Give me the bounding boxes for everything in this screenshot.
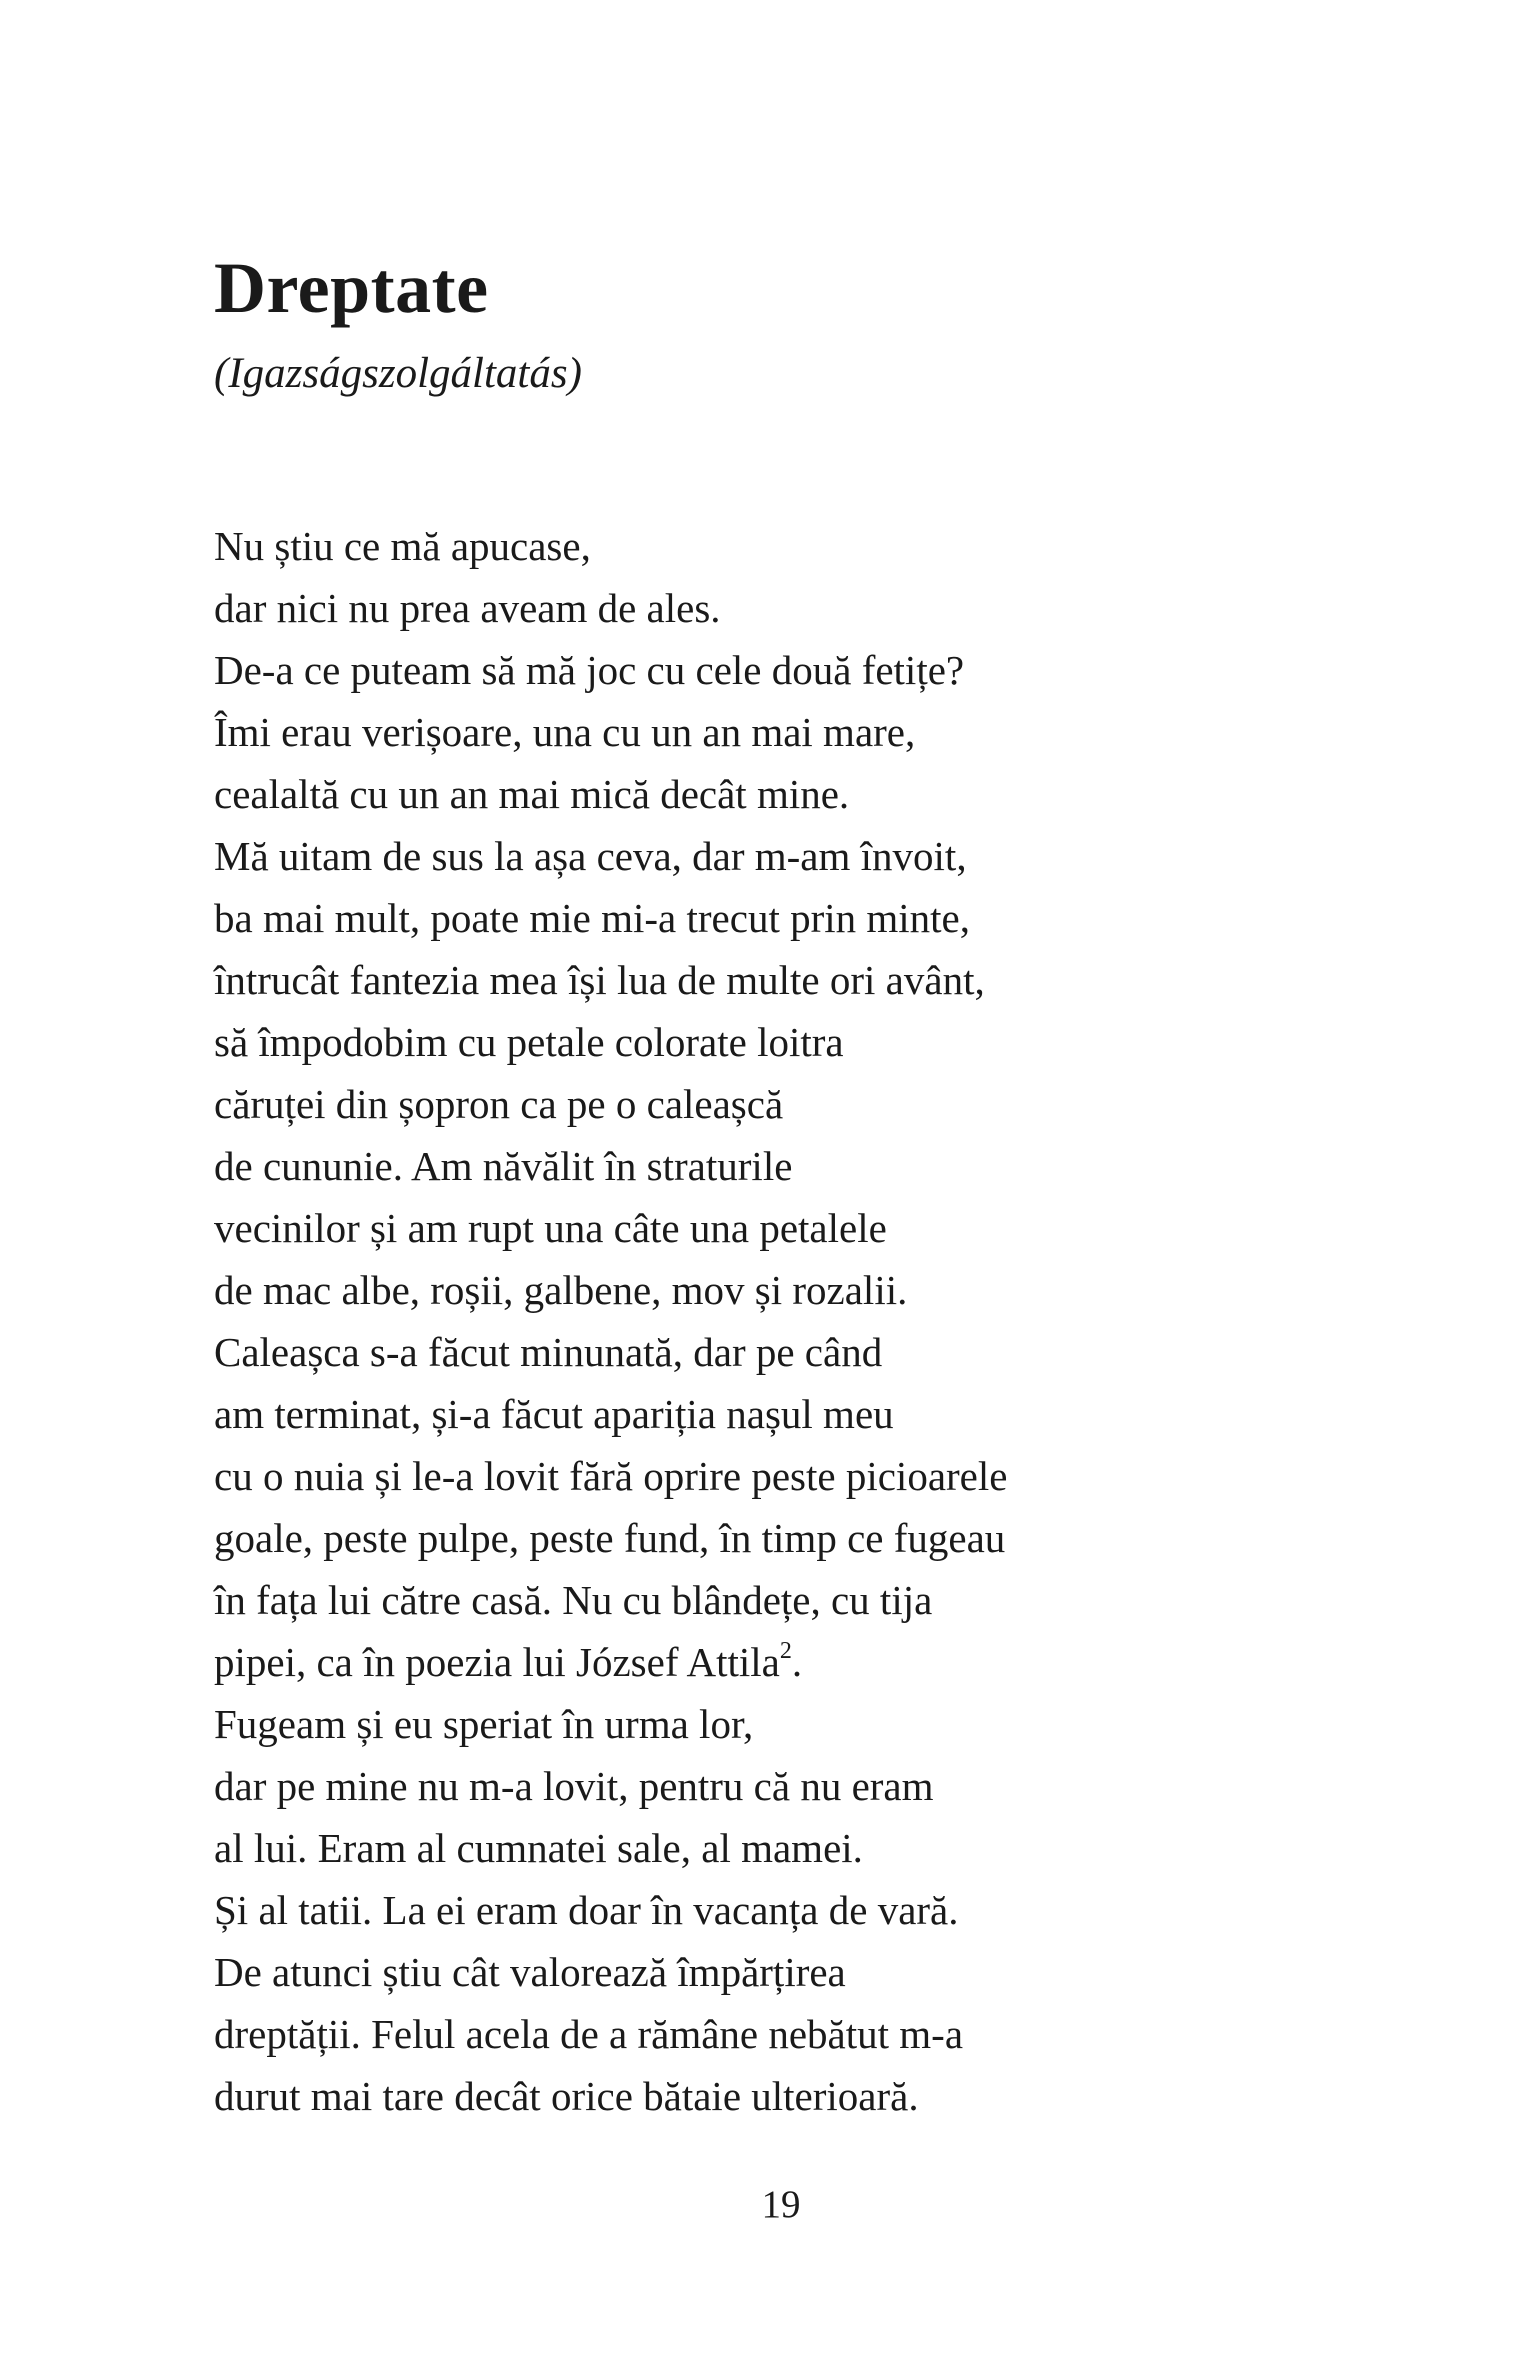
poem-line: întrucât fantezia mea își lua de multe ori avânt, (214, 957, 985, 1003)
poem-line: am terminat, și-a făcut apariția nașul meu (214, 1391, 894, 1437)
poem-line: Nu știu ce mă apucase, (214, 523, 591, 569)
poem-line: Caleașca s-a făcut minunată, dar pe când (214, 1329, 883, 1375)
poem-line: în fața lui către casă. Nu cu blândețe, cu tija (214, 1577, 933, 1623)
poem-line: De-a ce puteam să mă joc cu cele două fetițe? (214, 647, 965, 693)
poem-line: să împodobim cu petale colorate loitra (214, 1019, 844, 1065)
poem-line: Și al tatii. La ei eram doar în vacanța de vară. (214, 1887, 959, 1933)
poem-line: ba mai mult, poate mie mi-a trecut prin minte, (214, 895, 970, 941)
poem-line-with-footnote (214, 1631, 1007, 1693)
poem-title: Dreptate (214, 248, 489, 328)
poem-line: vecinilor și am rupt una câte una petalele (214, 1205, 887, 1251)
poem-line: Îmi erau verișoare, una cu un an mai mare, (214, 709, 916, 755)
poem-line: dreptății. Felul acela de a rămâne nebătut m-a (214, 2011, 964, 2057)
poem-body (214, 515, 1007, 2127)
footnote-reference[interactable]: 2 (779, 1638, 792, 1664)
poem-line-text: pipei, ca în poezia lui József Attila (214, 1639, 780, 1685)
poem-line-tail: . (791, 1639, 803, 1685)
poem-line: cu o nuia și le-a lovit fără oprire peste picioarele (214, 1453, 1008, 1499)
poem-line: dar nici nu prea aveam de ales. (214, 585, 721, 631)
poem-line: dar pe mine nu m-a lovit, pentru că nu eram (214, 1763, 934, 1809)
poem-line: de cununie. Am năvălit în straturile (214, 1143, 793, 1189)
poem-line: goale, peste pulpe, peste fund, în timp ce fugeau (214, 1515, 1006, 1561)
poem-subtitle: (Igazságszolgáltatás) (214, 350, 582, 397)
poem-line: de mac albe, roșii, galbene, mov și rozalii. (214, 1267, 908, 1313)
poem-line: durut mai tare decât orice bătaie ulterioară. (214, 2073, 919, 2119)
page-number: 19 (761, 2183, 801, 2226)
poem-line: al lui. Eram al cumnatei sale, al mamei. (214, 1825, 863, 1871)
poem-line: Mă uitam de sus la așa ceva, dar m-am învoit, (214, 833, 967, 879)
poem-line: căruței din șopron ca pe o caleașcă (214, 1081, 784, 1127)
poem-line: cealaltă cu un an mai mică decât mine. (214, 771, 850, 817)
poem-line: Fugeam și eu speriat în urma lor, (214, 1701, 754, 1747)
poem-line: De atunci știu cât valorează împărțirea (214, 1949, 846, 1995)
